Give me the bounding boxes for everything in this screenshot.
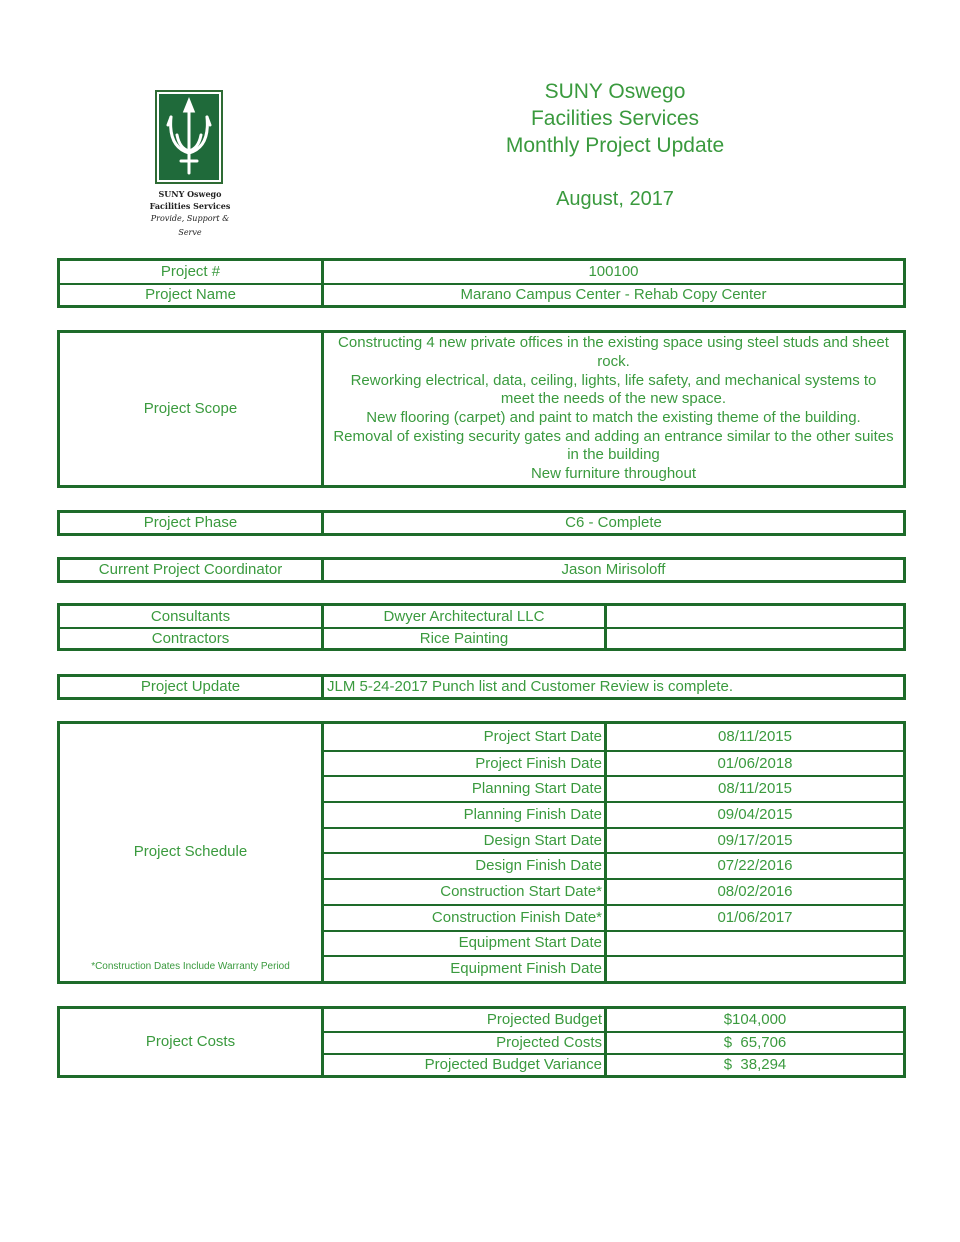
schedule-row <box>324 955 903 981</box>
consultants-extra <box>607 606 903 627</box>
schedule-row-label: Equipment Start Date <box>324 932 607 956</box>
logo-line-1: SUNY Oswego <box>158 189 222 199</box>
schedule-rows <box>324 724 903 981</box>
scope-line: Reworking electrical, data, ceiling, lights, life safety, and mechanical systems to meet the needs of the new space. <box>350 371 877 408</box>
schedule-row-label: Equipment Finish Date <box>324 957 607 981</box>
project-scope-label: Project Scope <box>60 333 324 485</box>
contractors-extra <box>607 629 903 648</box>
consultants-label: Consultants <box>60 606 324 627</box>
schedule-row-label: Project Start Date <box>324 724 607 750</box>
schedule-row <box>324 724 903 750</box>
schedule-row <box>324 827 903 853</box>
schedule-row <box>324 750 903 776</box>
report-header <box>460 78 770 213</box>
schedule-row-label: Construction Start Date* <box>324 880 607 904</box>
trident-icon <box>161 95 217 179</box>
project-update-value: JLM 5-24-2017 Punch list and Customer Review is complete. <box>327 678 734 695</box>
schedule-row-label: Design Start Date <box>324 829 607 853</box>
schedule-row-value: 01/06/2018 <box>717 754 793 772</box>
schedule-row <box>324 775 903 801</box>
schedule-row-value: 09/04/2015 <box>717 805 793 823</box>
consultants-value: Dwyer Architectural LLC <box>324 606 607 627</box>
project-phase-table <box>57 510 906 536</box>
project-schedule-title: Project Schedule <box>133 843 248 861</box>
cost-row <box>324 1009 903 1031</box>
project-scope-table <box>57 330 906 488</box>
scope-line: New furniture throughout <box>530 465 697 483</box>
schedule-row-value <box>607 957 903 981</box>
schedule-row-label: Construction Finish Date* <box>324 906 607 930</box>
project-schedule-table <box>57 721 906 984</box>
schedule-row-value: 01/06/2017 <box>717 908 793 926</box>
coordinator-value: Jason Mirisoloff <box>561 561 666 578</box>
cost-row-label: Projected Costs <box>324 1033 607 1053</box>
cost-row <box>324 1031 903 1053</box>
schedule-row <box>324 904 903 930</box>
contractors-label: Contractors <box>60 629 324 648</box>
report-date: August, 2017 <box>556 188 674 210</box>
schedule-row-value: 08/11/2015 <box>718 727 792 745</box>
schedule-row-value <box>607 932 903 956</box>
schedule-row <box>324 930 903 956</box>
logo-line-2: Facilities Services <box>149 201 231 211</box>
cost-rows <box>324 1009 903 1075</box>
cost-row <box>324 1053 903 1075</box>
logo-tagline: Provide, Support & Serve <box>150 214 230 237</box>
cost-row-value: $104,000 <box>723 1011 787 1028</box>
project-phase-label: Project Phase <box>60 513 324 533</box>
schedule-row-value: 08/02/2016 <box>717 882 793 900</box>
cost-row-label: Projected Budget Variance <box>324 1055 607 1075</box>
consultants-contractors-table <box>57 603 906 651</box>
coordinator-table <box>57 557 906 583</box>
project-update-label: Project Update <box>60 677 324 697</box>
facilities-logo <box>140 90 240 240</box>
schedule-row-value: 07/22/2016 <box>717 857 793 875</box>
project-phase-value: C6 - Complete <box>565 514 662 531</box>
schedule-row-label: Project Finish Date <box>324 752 607 776</box>
project-number-label: Project # <box>60 261 324 283</box>
scope-line: New flooring (carpet) and paint to match the existing theme of the building. <box>366 409 861 426</box>
cost-row-value: $ 38,294 <box>723 1056 787 1073</box>
schedule-row <box>324 852 903 878</box>
project-info-table <box>57 258 906 308</box>
schedule-row-label: Design Finish Date <box>324 854 607 878</box>
header-title-3: Monthly Project Update <box>505 134 725 157</box>
schedule-row-value: 08/11/2015 <box>718 780 792 798</box>
header-title-2: Facilities Services <box>530 107 700 130</box>
schedule-row-value: 09/17/2015 <box>717 831 793 849</box>
scope-line: Removal of existing security gates and adding an entrance similar to the other suites in the building <box>333 427 894 464</box>
schedule-row-label: Planning Start Date <box>324 777 607 801</box>
cost-row-value: $ 65,706 <box>723 1034 787 1051</box>
header-title-1: SUNY Oswego <box>544 80 686 103</box>
schedule-row <box>324 878 903 904</box>
project-schedule-label <box>60 724 324 981</box>
contractors-value: Rice Painting <box>324 629 607 648</box>
logo-frame <box>155 90 223 184</box>
project-costs-label: Project Costs <box>60 1009 324 1075</box>
project-costs-table <box>57 1006 906 1078</box>
cost-row-label: Projected Budget <box>324 1009 607 1031</box>
project-number-value: 100100 <box>588 263 639 280</box>
schedule-row <box>324 801 903 827</box>
schedule-footnote: *Construction Dates Include Warranty Period <box>91 960 290 972</box>
project-name-label: Project Name <box>60 285 324 305</box>
coordinator-label: Current Project Coordinator <box>60 560 324 580</box>
project-name-value: Marano Campus Center - Rehab Copy Center <box>460 286 767 303</box>
scope-line: Constructing 4 new private offices in the existing space using steel studs and sheet rock. <box>338 334 889 370</box>
project-update-table <box>57 674 906 700</box>
project-scope-description <box>324 333 903 485</box>
schedule-row-label: Planning Finish Date <box>324 803 607 827</box>
